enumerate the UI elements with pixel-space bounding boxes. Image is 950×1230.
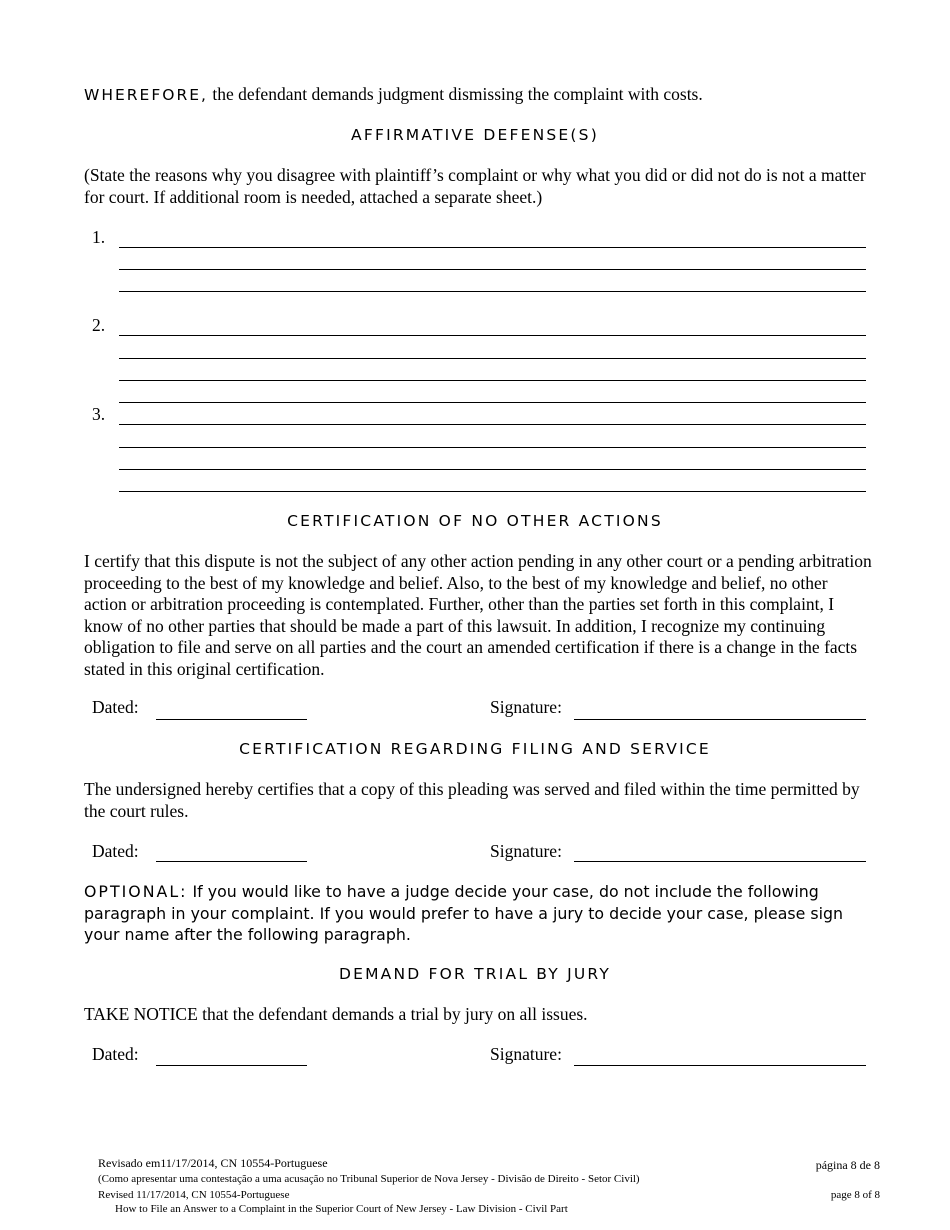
signature-field[interactable]: [574, 719, 866, 720]
defense-1-line-3[interactable]: [119, 291, 866, 292]
footer-revised-pt: Revisado em11/17/2014, CN 10554-Portuguese: [98, 1156, 328, 1170]
defense-3-line-1[interactable]: [119, 424, 866, 425]
footer-page-pt: página 8 de 8: [815, 1158, 880, 1172]
defense-2-line-1[interactable]: [119, 335, 866, 336]
defense-3-line-4[interactable]: [119, 491, 866, 492]
signature-field[interactable]: [574, 861, 866, 862]
defense-3-line-2[interactable]: [119, 447, 866, 448]
optional-lead: OPTIONAL:: [84, 882, 188, 901]
no-other-actions-text: I certify that this dispute is not the subject of any other action pending in any other court or a pending arbitration proceeding to the best of my knowledge and belief. Also, to the best of my knowledge and belief, no other action or arbitration proceeding is contemplated. Further, other than the parties set forth in this complaint, I know of no other parties that should be made a part of this lawsuit. In addition, I recognize my continuing obligation to file and serve on all parties and the court an amended certification if there is a change in the facts stated in this original certification.: [84, 551, 872, 679]
defense-item-number: 2.: [92, 315, 106, 335]
defense-1-line-2[interactable]: [119, 269, 866, 270]
dated-label: Dated:: [92, 1044, 139, 1064]
no-other-actions-heading: CERTIFICATION OF NO OTHER ACTIONS: [287, 512, 663, 530]
dated-field[interactable]: [156, 1065, 307, 1066]
dated-field[interactable]: [156, 861, 307, 862]
signature-label: Signature:: [490, 841, 562, 861]
dated-label: Dated:: [92, 697, 139, 717]
defense-2-line-3[interactable]: [119, 380, 866, 381]
filing-service-text: The undersigned hereby certifies that a copy of this pleading was served and filed within the time permitted by the court rules.: [84, 779, 860, 821]
jury-text: TAKE NOTICE that the defendant demands a trial by jury on all issues.: [84, 1004, 588, 1024]
defense-item-number: 3.: [92, 404, 106, 424]
defense-2-line-2[interactable]: [119, 358, 866, 359]
wherefore-paragraph: [84, 84, 874, 107]
optional-text: If you would like to have a judge decide your case, do not include the following paragraph in your complaint. If you would prefer to have a jury to decide your case, please sign your name after the following paragraph.: [84, 882, 844, 945]
footer-revised-en: Revised 11/17/2014, CN 10554-Portuguese: [98, 1189, 290, 1201]
dated-field[interactable]: [156, 719, 307, 720]
defense-2-line-4[interactable]: [119, 402, 866, 403]
footer-page-en: page 8 of 8: [830, 1189, 880, 1201]
signature-label: Signature:: [490, 1044, 562, 1064]
dated-label: Dated:: [92, 841, 139, 861]
jury-heading: DEMAND FOR TRIAL BY JURY: [338, 965, 612, 983]
defense-item-number: 1.: [92, 227, 106, 247]
defense-1-line-1[interactable]: [119, 247, 866, 248]
wherefore-lead: WHEREFORE,: [84, 86, 208, 104]
defense-3-line-3[interactable]: [119, 469, 866, 470]
affirmative-instructions: (State the reasons why you disagree with plaintiff’s complaint or why what you did or did not do is not a matter for court. If additional room is needed, attached a separate sheet.): [84, 165, 866, 207]
optional-paragraph: [84, 881, 874, 946]
affirmative-defenses-heading: AFFIRMATIVE DEFENSE(S): [351, 126, 599, 144]
wherefore-text: the defendant demands judgment dismissing the complaint with costs.: [207, 84, 703, 104]
signature-label: Signature:: [490, 697, 562, 717]
signature-field[interactable]: [574, 1065, 866, 1066]
footer-title-pt: (Como apresentar uma contestação a uma acusação no Tribunal Superior de Nova Jersey - Divisão de Direito - Setor Civil): [98, 1173, 640, 1185]
filing-service-heading: CERTIFICATION REGARDING FILING AND SERVICE: [239, 740, 711, 758]
footer-title-en: How to File an Answer to a Complaint in the Superior Court of New Jersey - Law Division - Civil Part: [115, 1203, 568, 1215]
